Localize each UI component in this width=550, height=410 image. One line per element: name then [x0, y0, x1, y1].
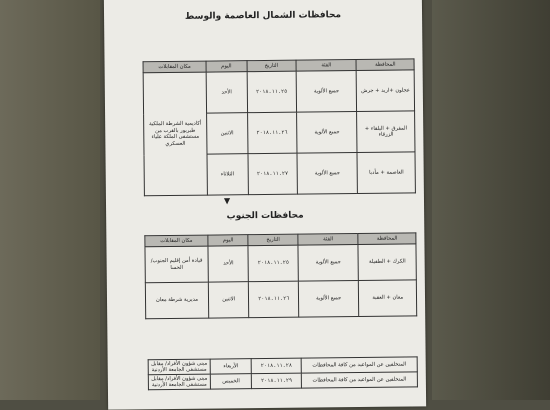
cell-day: الأحد: [206, 72, 247, 113]
cell-date: ٢٠١٨.١١.٢٥: [248, 245, 298, 282]
cell-day: الأحد: [208, 246, 249, 282]
header-governorate: المحافظة: [358, 233, 416, 245]
north-schedule-table: [143, 58, 416, 196]
north-section-title: محافظات الشمال العاصمة والوسط: [184, 10, 342, 22]
background-right: [432, 0, 550, 400]
cell-day: الاثنين: [207, 113, 248, 154]
header-governorate: المحافظة: [356, 59, 414, 71]
cell-date: ٢٠١٨.١١.٢٧: [248, 153, 298, 195]
cell-day: الخميس: [210, 374, 251, 389]
header-day: اليوم: [206, 61, 247, 72]
cell-governorate: العاصمة + مأدبا: [357, 152, 415, 194]
table-row: [148, 372, 417, 390]
table-row: [145, 280, 416, 319]
cell-class: جميع الألوية: [298, 281, 359, 318]
table-row: [143, 70, 414, 114]
header-day: اليوم: [208, 235, 249, 246]
cell-location: مبنى شؤون الأفراد/ مقابل مستشفى الجامعة الأردنية: [148, 374, 210, 390]
header-date: التاريخ: [248, 234, 298, 246]
header-location: مكان المقابلات: [143, 61, 206, 73]
cell-governorate: الكرك + الطفيلة: [358, 244, 416, 281]
cell-location: مديرية شرطة معان: [145, 282, 208, 319]
cell-location: مبنى شؤون الأفراد/ مقابل مستشفى الجامعة الأردنية: [148, 359, 210, 375]
south-section-title: محافظات الجنوب: [226, 210, 304, 222]
cell-governorate: عجلون +اربد + جرش: [357, 70, 415, 112]
cell-governorate: معان + العقبة: [359, 280, 417, 317]
cell-day: الاثنين: [208, 282, 249, 318]
cell-date: ٢٠١٨.١١.٢٩: [252, 373, 302, 389]
table-row: [145, 244, 416, 283]
cell-day: الأربعاء: [210, 359, 251, 374]
cell-governorate: المتخلفين عن المواعيد من كافة المحافظات: [301, 372, 417, 388]
cell-class: جميع الألوية: [297, 112, 358, 154]
cell-date: ٢٠١٨.١١.٢٦: [247, 112, 297, 154]
cell-class: جميع الألوية: [298, 245, 359, 282]
cell-location: قيادة أمن إقليم الجنوب/الحسا: [145, 246, 208, 283]
header-class: الفئة: [298, 234, 359, 246]
cell-governorate: المتخلفين عن المواعيد من كافة المحافظات: [301, 357, 417, 373]
cell-class: جميع الألوية: [296, 71, 357, 113]
paper-sheet: [104, 0, 426, 410]
cell-location: أكاديمية الشرطة الملكية طبربور بالقرب من مستشفى الملكة علياء العسكري: [143, 72, 207, 196]
header-date: التاريخ: [247, 60, 297, 72]
cell-date: ٢٠١٨.١١.٢٨: [251, 358, 301, 374]
header-location: مكان المقابلات: [145, 235, 208, 247]
cell-day: الثلاثاء: [207, 154, 248, 195]
late-applicants-table: [148, 356, 418, 390]
background-left: [0, 0, 100, 400]
arrow-down-icon: ▼: [223, 196, 231, 206]
cell-date: ٢٠١٨.١١.٢٦: [249, 281, 299, 318]
cell-class: جميع الألوية: [297, 153, 358, 195]
cell-governorate: المفرق + البلقاء + الزرقاء: [357, 111, 415, 153]
header-class: الفئة: [296, 60, 357, 72]
south-schedule-table: [144, 232, 417, 319]
cell-date: ٢٠١٨.١١.٢٥: [247, 71, 297, 113]
